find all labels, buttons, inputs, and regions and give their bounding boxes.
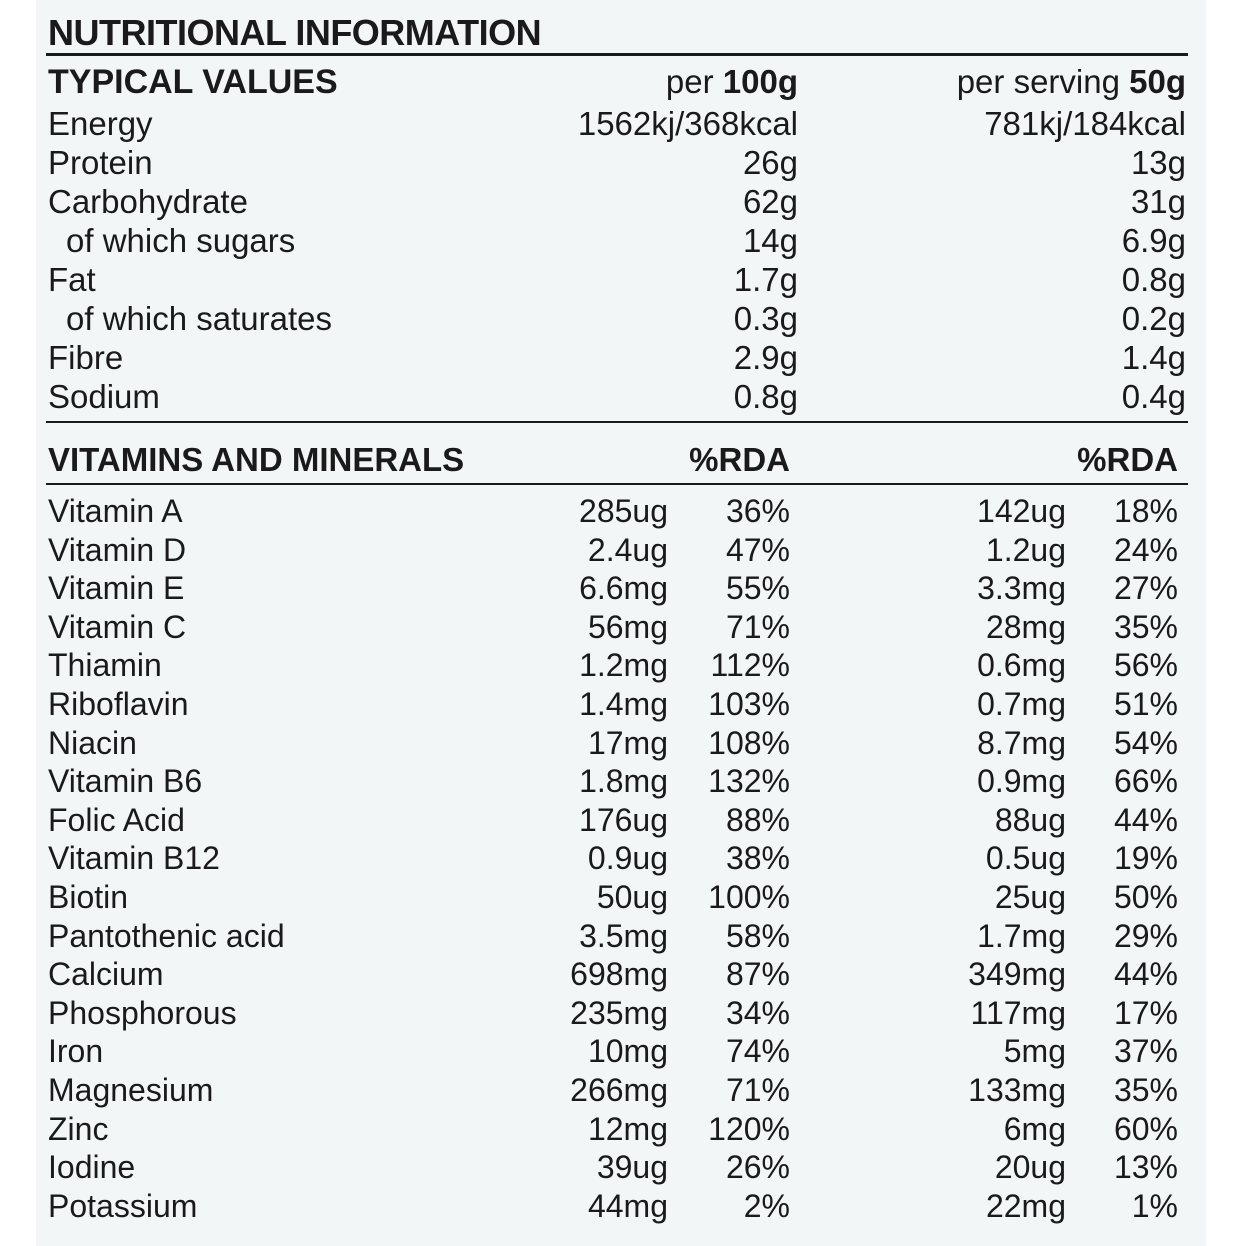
- label-title: NUTRITIONAL INFORMATION: [48, 12, 542, 53]
- nutrient-name: of which sugars: [66, 222, 296, 259]
- vitamin-row: [46, 1071, 1188, 1109]
- nutrient-per-100g: 1562kj/368kcal: [577, 105, 798, 142]
- vitamin-amount-per-serving: 25ug: [994, 879, 1066, 915]
- vitamin-amount-per-100g: 176ug: [579, 802, 668, 838]
- vitamin-row: [46, 1032, 1188, 1070]
- vitamin-row: [46, 685, 1188, 723]
- rda-header-per-serving: %RDA: [1077, 441, 1178, 478]
- vitamin-row: [46, 994, 1188, 1032]
- per-100g-header: per 100g: [665, 63, 798, 100]
- nutrient-row: [46, 104, 1188, 144]
- vitamin-row: [46, 878, 1188, 916]
- vitamin-rda-per-serving: 13%: [1113, 1149, 1178, 1185]
- vitamin-row: [46, 1187, 1188, 1225]
- vitamin-rda-per-serving: 29%: [1113, 918, 1178, 954]
- typical-values-header: [46, 62, 1188, 102]
- vitamin-row: [46, 608, 1188, 646]
- vitamin-amount-per-serving: 1.2ug: [985, 532, 1066, 568]
- vitamin-amount-per-100g: 50ug: [596, 879, 668, 915]
- vitamin-rda-per-serving: 50%: [1113, 879, 1178, 915]
- vitamin-amount-per-serving: 8.7mg: [977, 725, 1066, 761]
- vitamin-rda-per-100g: 71%: [725, 1072, 790, 1108]
- nutrient-per-100g: 0.3g: [733, 300, 798, 337]
- vitamin-amount-per-100g: 6.6mg: [579, 570, 668, 606]
- vitamin-amount-per-serving: 28mg: [985, 609, 1066, 645]
- vitamin-amount-per-serving: 20ug: [994, 1149, 1066, 1185]
- vitamin-amount-per-serving: 88ug: [994, 802, 1066, 838]
- vitamin-rda-per-serving: 44%: [1113, 956, 1178, 992]
- vitamin-rda-per-100g: 2%: [743, 1188, 790, 1224]
- vitamin-name: Biotin: [48, 879, 129, 915]
- nutrient-name: Energy: [48, 105, 153, 142]
- vitamin-amount-per-100g: 39ug: [596, 1149, 668, 1185]
- vitamin-amount-per-serving: 0.5ug: [985, 840, 1066, 876]
- vitamin-amount-per-serving: 6mg: [1003, 1111, 1066, 1147]
- vitamin-rda-per-100g: 58%: [725, 918, 790, 954]
- nutrient-per-100g: 0.8g: [733, 378, 798, 415]
- vitamin-amount-per-100g: 17mg: [587, 725, 668, 761]
- vitamin-rda-per-serving: 54%: [1113, 725, 1178, 761]
- vitamin-amount-per-100g: 1.8mg: [579, 763, 668, 799]
- vitamin-name: Magnesium: [48, 1072, 214, 1108]
- vitamin-amount-per-100g: 235mg: [570, 995, 668, 1031]
- vitamin-row: [46, 762, 1188, 800]
- vitamin-row: [46, 839, 1188, 877]
- vitamin-name: Zinc: [48, 1111, 109, 1147]
- vitamin-rda-per-100g: 38%: [725, 840, 790, 876]
- vitamin-name: Riboflavin: [48, 686, 189, 722]
- vitamin-amount-per-serving: 22mg: [985, 1188, 1066, 1224]
- vitamin-rda-per-100g: 87%: [725, 956, 790, 992]
- vitamin-amount-per-100g: 1.4mg: [579, 686, 668, 722]
- nutrient-per-serving: 0.4g: [1121, 378, 1186, 415]
- vitamin-rda-per-100g: 112%: [710, 647, 790, 683]
- vitamins-divider: [46, 483, 1188, 485]
- vitamin-amount-per-100g: 10mg: [587, 1033, 668, 1069]
- rda-header-per-100g: %RDA: [689, 441, 790, 478]
- nutrient-per-serving: 781kj/184kcal: [984, 105, 1186, 142]
- nutrient-per-serving: 0.8g: [1121, 261, 1186, 298]
- vitamin-rda-per-100g: 132%: [708, 763, 790, 799]
- nutrient-row: [46, 338, 1188, 378]
- vitamin-row: [46, 801, 1188, 839]
- vitamin-name: Folic Acid: [48, 802, 185, 838]
- vitamin-row: [46, 1148, 1188, 1186]
- section-divider: [46, 421, 1188, 423]
- vitamin-amount-per-serving: 1.7mg: [977, 918, 1066, 954]
- vitamin-rda-per-100g: 71%: [725, 609, 790, 645]
- vitamin-rda-per-100g: 120%: [708, 1111, 790, 1147]
- typical-values-heading: TYPICAL VALUES: [48, 63, 338, 101]
- vitamin-amount-per-100g: 12mg: [587, 1111, 668, 1147]
- vitamin-rda-per-serving: 18%: [1113, 493, 1178, 529]
- vitamin-rda-per-100g: 36%: [725, 493, 790, 529]
- vitamin-name: Calcium: [48, 956, 164, 992]
- vitamin-rda-per-serving: 1%: [1131, 1188, 1178, 1224]
- vitamin-amount-per-serving: 0.9mg: [977, 763, 1066, 799]
- vitamin-amount-per-100g: 44mg: [587, 1188, 668, 1224]
- nutrient-row: [46, 182, 1188, 222]
- nutrient-row: [46, 377, 1188, 417]
- nutrient-row: [46, 143, 1188, 183]
- vitamin-rda-per-100g: 26%: [725, 1149, 790, 1185]
- nutrient-row: [46, 221, 1188, 261]
- vitamin-name: Iodine: [48, 1149, 136, 1185]
- vitamin-name: Potassium: [48, 1188, 198, 1224]
- vitamin-rda-per-100g: 55%: [725, 570, 790, 606]
- vitamin-rda-per-100g: 88%: [725, 802, 790, 838]
- per-serving-header: per serving 50g: [956, 63, 1186, 100]
- vitamin-name: Niacin: [48, 725, 137, 761]
- vitamin-rda-per-serving: 17%: [1113, 995, 1178, 1031]
- vitamin-row: [46, 1110, 1188, 1148]
- vitamin-amount-per-100g: 0.9ug: [587, 840, 668, 876]
- vitamin-name: Pantothenic acid: [48, 918, 285, 954]
- vitamin-row: [46, 569, 1188, 607]
- vitamin-name: Vitamin C: [48, 609, 187, 645]
- vitamin-name: Phosphorous: [48, 995, 237, 1031]
- vitamin-amount-per-100g: 2.4ug: [587, 532, 668, 568]
- vitamin-amount-per-serving: 349mg: [968, 956, 1066, 992]
- vitamin-rda-per-serving: 37%: [1113, 1033, 1178, 1069]
- nutrient-row: [46, 260, 1188, 300]
- nutrient-per-100g: 1.7g: [733, 261, 798, 298]
- vitamin-rda-per-serving: 66%: [1113, 763, 1178, 799]
- vitamin-row: [46, 917, 1188, 955]
- vitamin-rda-per-serving: 35%: [1113, 609, 1178, 645]
- vitamin-rda-per-100g: 103%: [708, 686, 790, 722]
- vitamin-amount-per-100g: 266mg: [570, 1072, 668, 1108]
- vitamin-rda-per-serving: 51%: [1113, 686, 1178, 722]
- vitamin-rda-per-100g: 108%: [708, 725, 790, 761]
- vitamin-amount-per-100g: 3.5mg: [579, 918, 668, 954]
- vitamin-name: Vitamin A: [48, 493, 183, 529]
- nutrient-per-serving: 13g: [1130, 144, 1186, 181]
- nutrient-per-serving: 0.2g: [1121, 300, 1186, 337]
- vitamin-rda-per-serving: 56%: [1113, 647, 1178, 683]
- nutrient-name: of which saturates: [66, 300, 332, 337]
- vitamin-amount-per-serving: 117mg: [970, 995, 1066, 1031]
- nutrient-name: Carbohydrate: [48, 183, 248, 220]
- vitamin-row: [46, 646, 1188, 684]
- vitamin-amount-per-serving: 5mg: [1003, 1033, 1066, 1069]
- vitamins-header: [46, 438, 1188, 482]
- nutrient-name: Fibre: [48, 339, 124, 376]
- vitamin-amount-per-serving: 3.3mg: [977, 570, 1066, 606]
- title-divider: [46, 53, 1188, 56]
- vitamin-amount-per-serving: 142ug: [977, 493, 1066, 529]
- vitamin-amount-per-100g: 285ug: [579, 493, 668, 529]
- nutrient-per-serving: 1.4g: [1121, 339, 1186, 376]
- vitamin-rda-per-100g: 47%: [725, 532, 790, 568]
- vitamin-rda-per-serving: 44%: [1113, 802, 1178, 838]
- nutrient-per-100g: 2.9g: [733, 339, 798, 376]
- nutrient-per-100g: 62g: [742, 183, 798, 220]
- nutrient-name: Fat: [48, 261, 96, 298]
- vitamin-amount-per-100g: 56mg: [587, 609, 668, 645]
- vitamin-rda-per-serving: 60%: [1113, 1111, 1178, 1147]
- vitamin-amount-per-serving: 0.6mg: [977, 647, 1066, 683]
- vitamin-name: Vitamin B6: [48, 763, 203, 799]
- nutrient-per-100g: 26g: [742, 144, 798, 181]
- vitamin-row: [46, 955, 1188, 993]
- nutrient-name: Protein: [48, 144, 153, 181]
- vitamin-name: Iron: [48, 1033, 104, 1069]
- vitamin-rda-per-serving: 24%: [1113, 532, 1178, 568]
- vitamin-rda-per-serving: 27%: [1113, 570, 1178, 606]
- vitamin-row: [46, 531, 1188, 569]
- nutrition-label: [46, 0, 1188, 1246]
- vitamin-rda-per-100g: 74%: [725, 1033, 790, 1069]
- vitamin-amount-per-100g: 698mg: [570, 956, 668, 992]
- nutrient-per-serving: 31g: [1130, 183, 1186, 220]
- vitamin-rda-per-serving: 35%: [1113, 1072, 1178, 1108]
- vitamin-name: Vitamin E: [48, 570, 185, 606]
- vitamin-name: Vitamin D: [48, 532, 187, 568]
- vitamin-amount-per-serving: 133mg: [968, 1072, 1066, 1108]
- vitamin-rda-per-serving: 19%: [1113, 840, 1178, 876]
- vitamin-rda-per-100g: 34%: [725, 995, 790, 1031]
- vitamins-heading: VITAMINS AND MINERALS: [48, 441, 465, 478]
- vitamin-row: [46, 492, 1188, 530]
- vitamin-amount-per-100g: 1.2mg: [579, 647, 668, 683]
- nutrient-per-serving: 6.9g: [1121, 222, 1186, 259]
- vitamin-name: Vitamin B12: [48, 840, 220, 876]
- nutrient-name: Sodium: [48, 378, 160, 415]
- vitamin-row: [46, 724, 1188, 762]
- nutrient-per-100g: 14g: [742, 222, 798, 259]
- vitamin-rda-per-100g: 100%: [708, 879, 790, 915]
- nutrient-row: [46, 299, 1188, 339]
- vitamin-amount-per-serving: 0.7mg: [977, 686, 1066, 722]
- vitamin-name: Thiamin: [48, 647, 162, 683]
